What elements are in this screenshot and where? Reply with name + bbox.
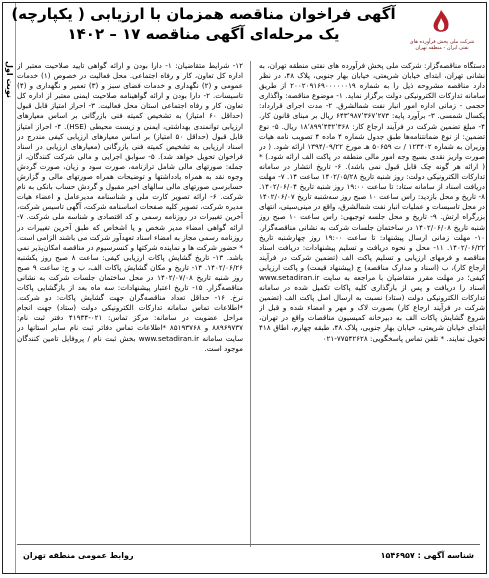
footer	[17, 544, 480, 567]
publisher: روابط عمومی منطقه تهران	[23, 551, 134, 560]
page-subtitle: یک مرحله‌ای آگهی مناقصه ۱۷ – ۱۴۰۲	[67, 25, 340, 43]
header	[3, 3, 486, 59]
company-logo	[406, 9, 478, 57]
page-title: آگهی فراخوان مناقصه همزمان با ارزیابی ( یکپارچه)	[11, 5, 396, 23]
sidebar-strip	[3, 3, 16, 573]
logo-flame-icon	[430, 9, 452, 35]
column-divider	[250, 61, 251, 547]
left-column	[17, 61, 243, 547]
right-column-text: دستگاه مناقصه‌گزار: شرکت ملی پخش فرآورده های نفتی منطقه تهران، به نشانی تهران، ابتدای خیابان شریعتی، خیابان بهار جنوبی، پلاک ۴۸، در نظر دارد مناقصه مشروحه ذیل را به شماره ۲۰۰۲۰۹۱۶۹۰۰۰۰۰۰۱۹ از طریق سامانه تدارکات الکترونیکی دولت برگزار نماید. ۱- موضوع مناقصه: واگذاری حجمی - زمانی اداره امور انبار نفت شمالشرق. ۲- مدت اجرای قرارداد: یکسال شمسی. ۳- برآورد پایه: ۶۴۳٬۹۸۷٬۳۶۷٬۲۷۳ ریال بر مبنای قانون کار. ۴- مبلغ تضمین شرکت در فرآیند ارجاع کار: ۱۸٬۸۹۹٬۴۳۲٬۳۶۸ ریال. ۵- نوع تضمین: از نوع ضمانتنامه‌ها طبق جدول شماره ۴ ماده ۴ تصویب نامه هیات وزیران به شماره ۱۲۳۴۰۲ / ت ۵۰۶۵۹ هـ مورخ ۱۳۹۴/۰۹/۲۲ ارائه شود. ( در صورت واریز نقدی بسیج وجه امور مالی منطقه در پاکت الف ارائه شود.) * ( ارائه هر گونه چک قابل قبول نمی باشد). ۶- تاریخ انتشار در سامانه تدارکات الکترونیکی دولت: روز شنبه تاریخ ۱۴۰۲/۰۵/۲۸ ساعت ۱۴. ۷- مهلت دریافت اسناد از سامانه ستاد: تا ساعت ۱۹:۰۰ روز شنبه تاریخ ۱۴۰۲/۰۶/۰۴. ۸- تاریخ و محل بازدید: راس ساعت ۱۰ صبح روز سه‌شنبه تاریخ ۱۴۰۲/۰۶/۰۷ در محل تاسیسات و عملیات انبار نفت شمالشرق، واقع در مینی‌سیتی، انتهای بزرگراه ارتش. ۹- تاریخ و محل جلسه توجیهی: راس ساعت ۱۰ صبح روز شنبه تاریخ ۱۴۰۲/۰۶/۰۸ در ساختمان جلسات شرکت به نشانی مناقصه‌گزار. ۱۰- مهلت زمانی ارسال پیشنهاد: تا ساعت ۱۹:۰۰ روز چهارشنبه تاریخ ۱۴۰۲/۰۶/۲۲. ۱۱- محل و نحوه دریافت و تسلیم پیشنهادات: دریافت اسناد مناقصه و فرمهای ارزیابی و تسلیم پاکت الف (تضمین شرکت در فرآیند ارجاع کار)، ب (اسناد و مدارک مناقصه) ج (پیشنهاد قیمت) و پاکت ارزیابی کیفی؛ در مهلت مقرر متقاضیان با مراجعه به سایت www.setadiran.ir اسناد را دریافت و پس از بارگذاری کلیه پاکات تکمیل شده در سامانه تدارکات الکترونیکی دولت (ستاد) نسبت به ارسال اصل پاکت الف (تضمین شرکت در فرآیند ارجاع کار) بصورت لاک و مهر و امضاء شده و قبل از شروع گشایش پاکات الف به دبیرخانه کمیسیون مناقصات واقع در تهران، ابتدای خیابان شریعتی، خیابان بهار جنوبی، پلاک ۴۸، طبقه چهارم، اطاق ۴۱۸ تحویل نمایند. * تلفن تماس پاسخگویی: ۷۷۵۴۲۶۲۸-۰۲۱	[259, 61, 485, 343]
sidebar-label: نوبت اول	[5, 60, 14, 98]
left-column-text: ۱۲- شرایط متقاضیان: ۱- دارا بودن و ارائه گواهی تایید صلاحیت معتبر از اداره کل تعاون، کار و رفاه اجتماعی. محل فعالیت در خصوص (۱) خدمات عمومی و (۲) نگهداری و خدمات فضای سبز و (۳) تعمیر و نگهداری و (۴) تاسیسات. ۲- دارا بودن و ارائه گواهینامه صلاحیت ایمنی معتبر از اداره کل تعاون، کار و رفاه اجتماعی استان محل فعالیت. ۳- احراز امتیاز قابل قبول (حداقل ۶۰ امتیاز) به تشخیص کمیته فنی بازرگانی بر اساس معیارهای ارزیابی توانمندی بهداشتی، ایمنی و زیست محیطی (HSE). ۴- احراز امتیاز قابل قبول (حداقل ۵۰ امتیاز) بر اساس معیارهای ارزیابی کیفی مندرج در اسناد ارزیابی به تشخیص کمیته فنی بازرگانی (معیارهای ارزیابی در اسناد فراخوان تحویل خواهد شد). ۵- سوابق اجرایی و مالی شرکت کنندگان، از جمله: صورتهای مالی شامل ترازنامه، صورت سود و زیان، صورت گردش وجوه نقد به همراه یادداشتها و توضیحات همراه صورتهای مالی و گزارش حسابرسی صورتهای مالی سالهای اخیر مقبول و گردش حساب بانکی به نام شرکت. ۶- ارائه تصویر کارت ملی و شناسنامه مدیرعامل و اعضاء هیات مدیره شرکت، تصویر کلیه صفحات اساسنامه شرکت، آگهی تاسیس شرکت، آخرین تغییرات در روزنامه رسمی و کد اقتصادی و شناسه ملی شرکت. ۷- ارائه گواهی امضاء مدیر شخص و یا اشخاص که طبق آخرین تغییرات در روزنامه رسمی مجاز به امضاء اسناد تعهدآور شرکت می باشند الزامی است. * حضور شرکت ها و نماینده شرکتها و کنسرسیوم در مناقصه امکان‌پذیر نمی باشد. ۱۳- تاریخ گشایش پاکات ارزیابی کیفی: ساعت ۸ صبح روز یکشنبه ۱۴۰۲/۰۶/۲۶. ۱۴- تاریخ و مکان گشایش پاکات الف، ب و ج: ساعت ۹ صبح روز شنبه تاریخ ۱۴۰۲/۰۷/۰۸ در محل ساختمان جلسات شرکت به نشانی مناقصه‌گزار. ۱۵- تاریخ اعتبار پیشنهادات: سه ماه بعد از بازگشایی پاکات نرخ. ۱۶- حداقل تعداد مناقصه‌گران جهت گشایش پاکات: دو شرکت. *اطلاعات تماس سامانه تدارکات الکترونیکی دولت (ستاد) جهت انجام مراحل عضویت در سامانه: مرکز تماس: ۰۲۱-۴۱۹۳۴ دفتر ثبت نام: ۸۸۹۶۹۷۳۷ و ۸۵۱۹۳۷۶۸ *اطلاعات تماس دفاتر ثبت نام سایر استانها در سایت سامانه www.setadiran.ir بخش ثبت نام / پروفایل تامین کنندگان موجود است.	[17, 61, 243, 353]
logo-text: شرکت ملی پخش فرآورده های نفتی ایران - منطقه تهران	[409, 39, 475, 51]
notice-body	[17, 61, 485, 547]
notice-id: شناسه آگهی : ۱۵۴۶۹۵۷	[380, 551, 474, 560]
notice-page	[2, 2, 487, 574]
right-column	[259, 61, 485, 547]
